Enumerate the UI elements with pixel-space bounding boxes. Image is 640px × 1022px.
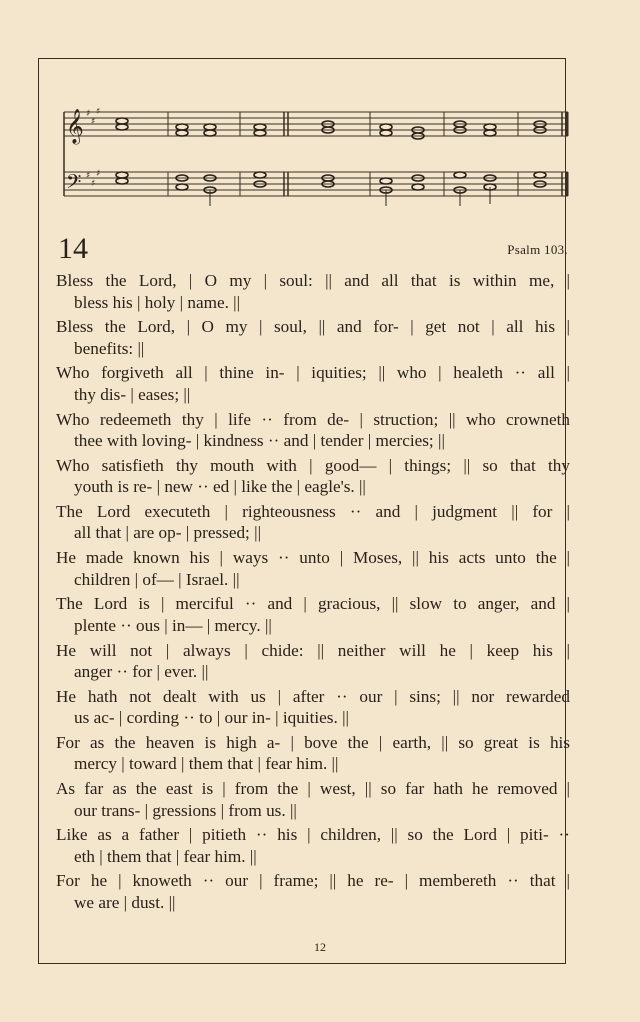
svg-text:♯: ♯ [96,169,101,179]
verse-line: children | of— | Israel. || [74,569,240,589]
verse-line: eth | them that | fear him. || [74,846,257,866]
verse [56,362,570,405]
verse-line: thee with loving- | kindness ·· and | tender | mercies; || [74,431,445,451]
verse [56,547,570,590]
verse-line: mercy | toward | them that | fear him. || [74,754,339,774]
verse-line: Who forgiveth all | thine in- | iquities; || who | healeth ·· all | [56,363,570,383]
svg-text:♯: ♯ [86,109,91,119]
verse-line: He will not | always | chide: || neither will he | keep his | [56,640,570,660]
verse-line: benefits: || [74,338,145,358]
psalm-text [56,270,570,917]
svg-text:♯: ♯ [91,179,96,189]
verse-line: youth is re- | new ·· ed | like the | eagle's. || [74,477,366,497]
verse-line: all that | are op- | pressed; || [74,523,262,543]
svg-text:♯: ♯ [86,171,91,181]
verse-line: Who redeemeth thy | life ·· from de- | struction; || who crowneth [56,409,570,429]
verse-line: anger ·· for | ever. || [74,662,209,681]
verse-line: The Lord executeth | righteousness ·· and | judgment || for | [56,501,570,521]
verse-line: Bless the Lord, | O my | soul, || and for- | get not | all his | [56,317,570,337]
svg-text:𝄞: 𝄞 [66,109,84,144]
verse-line: As far as the east is | from the | west, || so far hath he removed | [56,779,570,799]
verse [56,824,570,867]
verse-line: For as the heaven is high a- | bove the | earth, || so great is his [56,732,570,752]
verse-line: plente ·· ous | in— | mercy. || [74,615,272,635]
verse-line: Like as a father | pitieth ·· his | children, || so the Lord | piti- ·· [56,825,570,845]
verse-line: For he | knoweth ·· our | frame; || he re- | membereth ·· that | [56,871,570,891]
verse [56,732,570,775]
verse [56,455,570,498]
verse [56,270,570,313]
svg-text:♯: ♯ [96,108,101,117]
verse-line: thy dis- | eases; || [74,384,191,404]
verse [56,640,570,683]
page-number: 12 [314,940,326,954]
verse-line: us ac- | cording ·· to | our in- | iquities. || [74,708,349,728]
verse-line: He made known his | ways ·· unto | Moses, || his acts unto the | [56,548,570,568]
verse [56,316,570,359]
svg-text:𝄢: 𝄢 [66,170,82,198]
verse [56,778,570,821]
psalm-number: 14 [58,232,88,265]
verse [56,409,570,452]
verse-line: The Lord is | merciful ·· and | gracious, || slow to anger, and | [56,594,570,614]
verse-line: Who satisfieth thy mouth with | good— | things; || so that thy [56,455,570,475]
verse-line: He hath not dealt with us | after ·· our | sins; || nor rewarded [56,686,570,706]
verse-line: Bless the Lord, | O my | soul: || and all that is within me, | [56,271,570,290]
verse-line: our trans- | gressions | from us. || [74,800,297,820]
psalm-reference: Psalm 103. [507,242,568,257]
chant-music-score [60,108,572,208]
verse [56,501,570,544]
verse-line: we are | dust. || [74,892,176,912]
svg-text:♯: ♯ [91,117,96,127]
psalm-header [58,232,568,268]
verse [56,870,570,913]
verse-line: bless his | holy | name. || [74,292,241,312]
verse [56,686,570,729]
verse [56,593,570,636]
